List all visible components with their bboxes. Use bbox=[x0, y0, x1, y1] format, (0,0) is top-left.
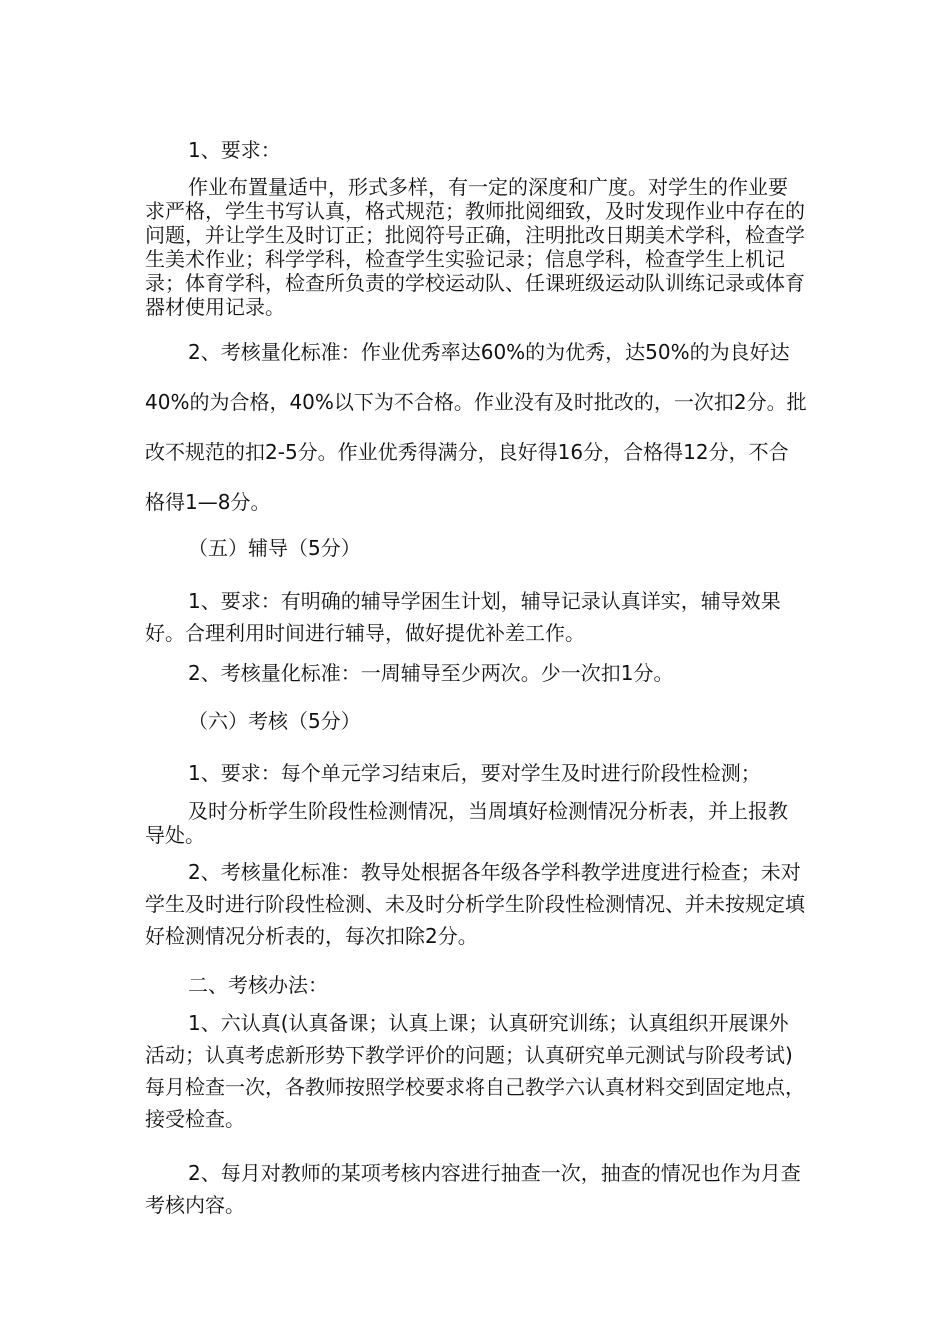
section-heading-assessment: （六）考核（5分） bbox=[188, 709, 361, 733]
section-heading-tutoring: （五）辅导（5分） bbox=[188, 536, 361, 560]
paragraph-six-diligence: 1、六认真(认真备课；认真上课；认真研究训练；认真组织开展课外活动；认真考虑新形势下教学评价的问题；认真研究单元测试与阶段考试)每月检查一次，各教师按照学校要求将自己教学六认真材料交到固定地点，接受检查。 bbox=[145, 1011, 805, 1131]
paragraph-homework-standard: 2、考核量化标准：作业优秀率达60%的为优秀，达50%的为良好达40%的为合格，40%以下为不合格。作业没有及时批改的，一次扣2分。批改不规范的扣2-5分。作业优秀得满分，良好得16分，合格得12分，不合格得1—8分。 bbox=[145, 340, 807, 514]
paragraph-assessment-requirements: 1、要求：每个单元学习结束后，要对学生及时进行阶段性检测； bbox=[188, 761, 761, 785]
paragraph-tutoring-standard: 2、考核量化标准：一周辅导至少两次。少一次扣1分。 bbox=[188, 661, 674, 685]
paragraph-assessment-standard: 2、考核量化标准：教导处根据各年级各学科教学进度进行检查；未对学生及时进行阶段性检测、未及时分析学生阶段性检测情况、并未按规定填好检测情况分析表的，每次扣除2分。 bbox=[145, 860, 805, 948]
paragraph-assessment-analysis: 及时分析学生阶段性检测情况，当周填好检测情况分析表，并上报教导处。 bbox=[145, 799, 788, 847]
paragraph-tutoring-requirements: 1、要求：有明确的辅导学困生计划，辅导记录认真详实，辅导效果好。合理利用时间进行辅导，做好提优补差工作。 bbox=[145, 589, 781, 645]
paragraph-requirement-1: 1、要求： bbox=[188, 138, 281, 162]
section-heading-methods: 二、考核办法： bbox=[188, 973, 328, 997]
paragraph-monthly-check: 2、每月对教师的某项考核内容进行抽查一次，抽查的情况也作为月查考核内容。 bbox=[145, 1161, 801, 1217]
paragraph-homework-requirements: 作业布置量适中，形式多样，有一定的深度和广度。对学生的作业要求严格，学生书写认真，格式规范；教师批阅细致，及时发现作业中存在的问题，并让学生及时订正；批阅符号正确，注明批改日期美术学科，检查学生美术作业；科学学科，检查学生实验记录；信息学科，检查学生上机记录；体育学科，检查所负责的学校运动队、任课班级运动队训练记录或体育器材使用记录。 bbox=[145, 175, 805, 319]
